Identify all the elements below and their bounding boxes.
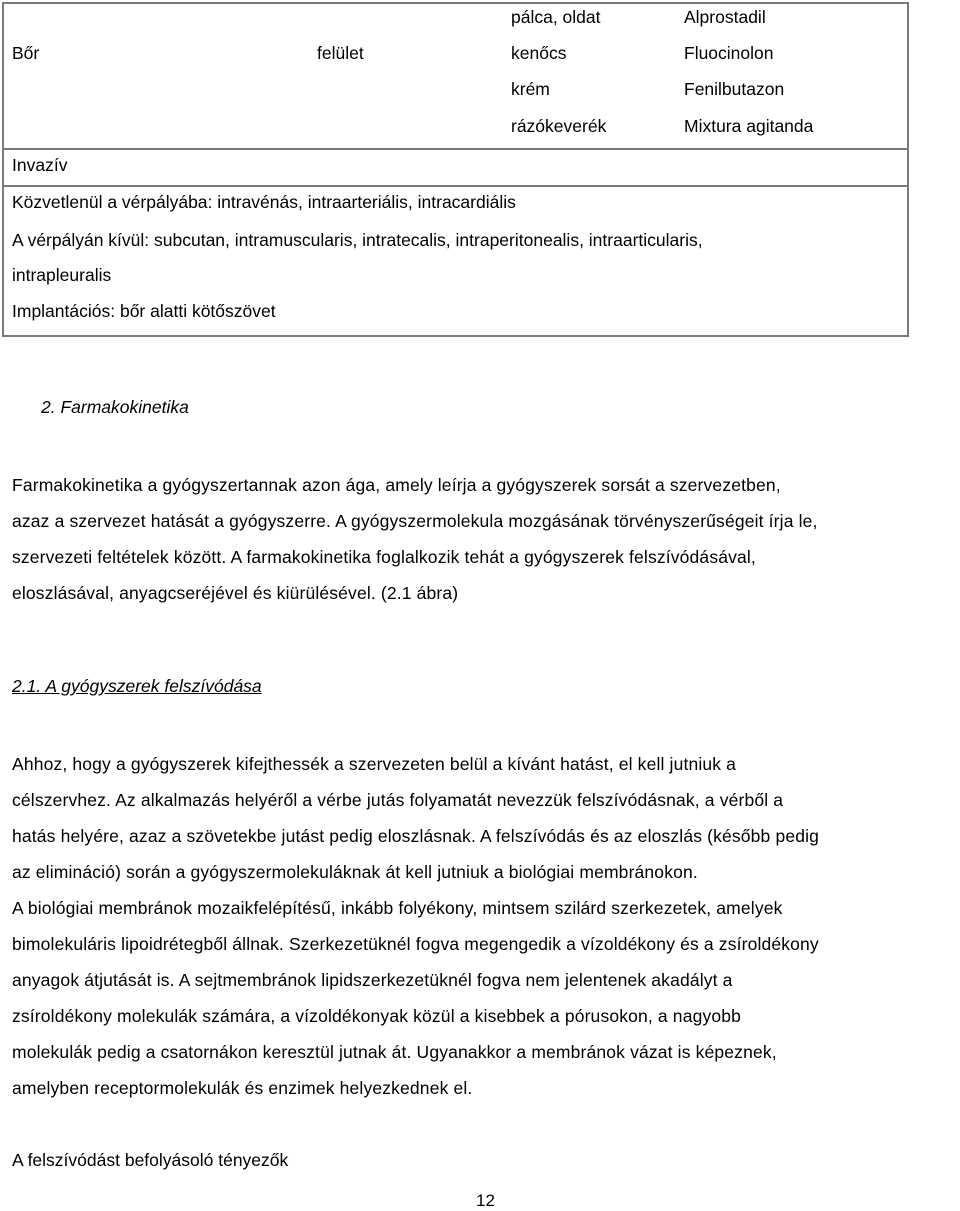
form-cell: pálca, oldat [511, 7, 601, 27]
form-cell: krém [511, 79, 550, 99]
paragraph-line: célszervhez. Az alkalmazás helyéről a vérbe jutás folyamatát nevezzük felszívódásnak, a vérből a [12, 790, 784, 810]
drug-cell: Fenilbutazon [684, 79, 785, 99]
section21-paragraph [12, 746, 952, 1106]
paragraph-line: anyagok átjutását is. A sejtmembránok lipidszerkezetüknél fogva nem jelentenek akadályt a [12, 970, 733, 990]
invasive-line: Közvetlenül a vérpályába: intravénás, intraarteriális, intracardiális [12, 192, 516, 212]
table-row-divider [2, 148, 909, 150]
route-cell: Bőr [12, 43, 40, 63]
paragraph-line: Ahhoz, hogy a gyógyszerek kifejthessék a szervezeten belül a kívánt hatást, el kell jutniuk a [12, 754, 737, 774]
invasive-line: intrapleuralis [12, 265, 112, 285]
section2-paragraph [12, 467, 952, 611]
drug-cell: Fluocinolon [684, 43, 774, 63]
paragraph-line: bimolekuláris lipoidrétegből állnak. Szerkezetüknél fogva megengedik a vízoldékony és a zsíroldékony [12, 934, 819, 954]
paragraph-line: zsíroldékony molekulák számára, a vízoldékonyak közül a kisebbek a pórusokon, a nagyobb [12, 1006, 742, 1026]
paragraph-line: hatás helyére, azaz a szövetekbe jutást pedig eloszlásnak. A felszívódás és az eloszlás (később pedig [12, 826, 820, 846]
form-cell: rázókeverék [511, 116, 607, 136]
section-heading: 2. Farmakokinetika [41, 397, 189, 417]
paragraph-line: eloszlásával, anyagcseréjével és kiürülésével. (2.1 ábra) [12, 583, 459, 603]
paragraph-line: az elimináció) során a gyógyszermolekuláknak át kell jutniuk a biológiai membránokon. [12, 862, 698, 882]
invasive-line: A vérpályán kívül: subcutan, intramuscularis, intratecalis, intraperitonealis, intraarticularis, [12, 230, 703, 250]
paragraph-line: A biológiai membránok mozaikfelépítésű, inkább folyékony, mintsem szilárd szerkezetek, amelyek [12, 898, 783, 918]
application-type-cell: felület [317, 43, 364, 63]
invasive-heading: Invazív [12, 155, 68, 175]
paragraph-line: molekulák pedig a csatornákon keresztül jutnak át. Ugyanakkor a membránok vázat is képeznek, [12, 1042, 777, 1062]
form-cell: kenőcs [511, 43, 567, 63]
paragraph-line: azaz a szervezet hatását a gyógyszerre. A gyógyszermolekula mozgásának törvényszerűségeit írja le, [12, 511, 818, 531]
page-number: 12 [476, 1191, 495, 1210]
table-right-border [907, 2, 909, 337]
subsection-heading: 2.1. A gyógyszerek felszívódása [12, 676, 262, 696]
paragraph-line: szervezeti feltételek között. A farmakokinetika foglalkozik tehát a gyógyszerek felszívódásával, [12, 547, 756, 567]
paragraph-line: amelyben receptormolekulák és enzimek helyezkednek el. [12, 1078, 473, 1098]
table-row-divider [2, 185, 909, 187]
invasive-line: Implantációs: bőr alatti kötőszövet [12, 301, 276, 321]
paragraph-line: Farmakokinetika a gyógyszertannak azon ága, amely leírja a gyógyszerek sorsát a szervezetben, [12, 475, 781, 495]
factors-heading: A felszívódást befolyásoló tényezők [12, 1150, 289, 1170]
drug-cell: Mixtura agitanda [684, 116, 814, 136]
drug-cell: Alprostadil [684, 7, 766, 27]
